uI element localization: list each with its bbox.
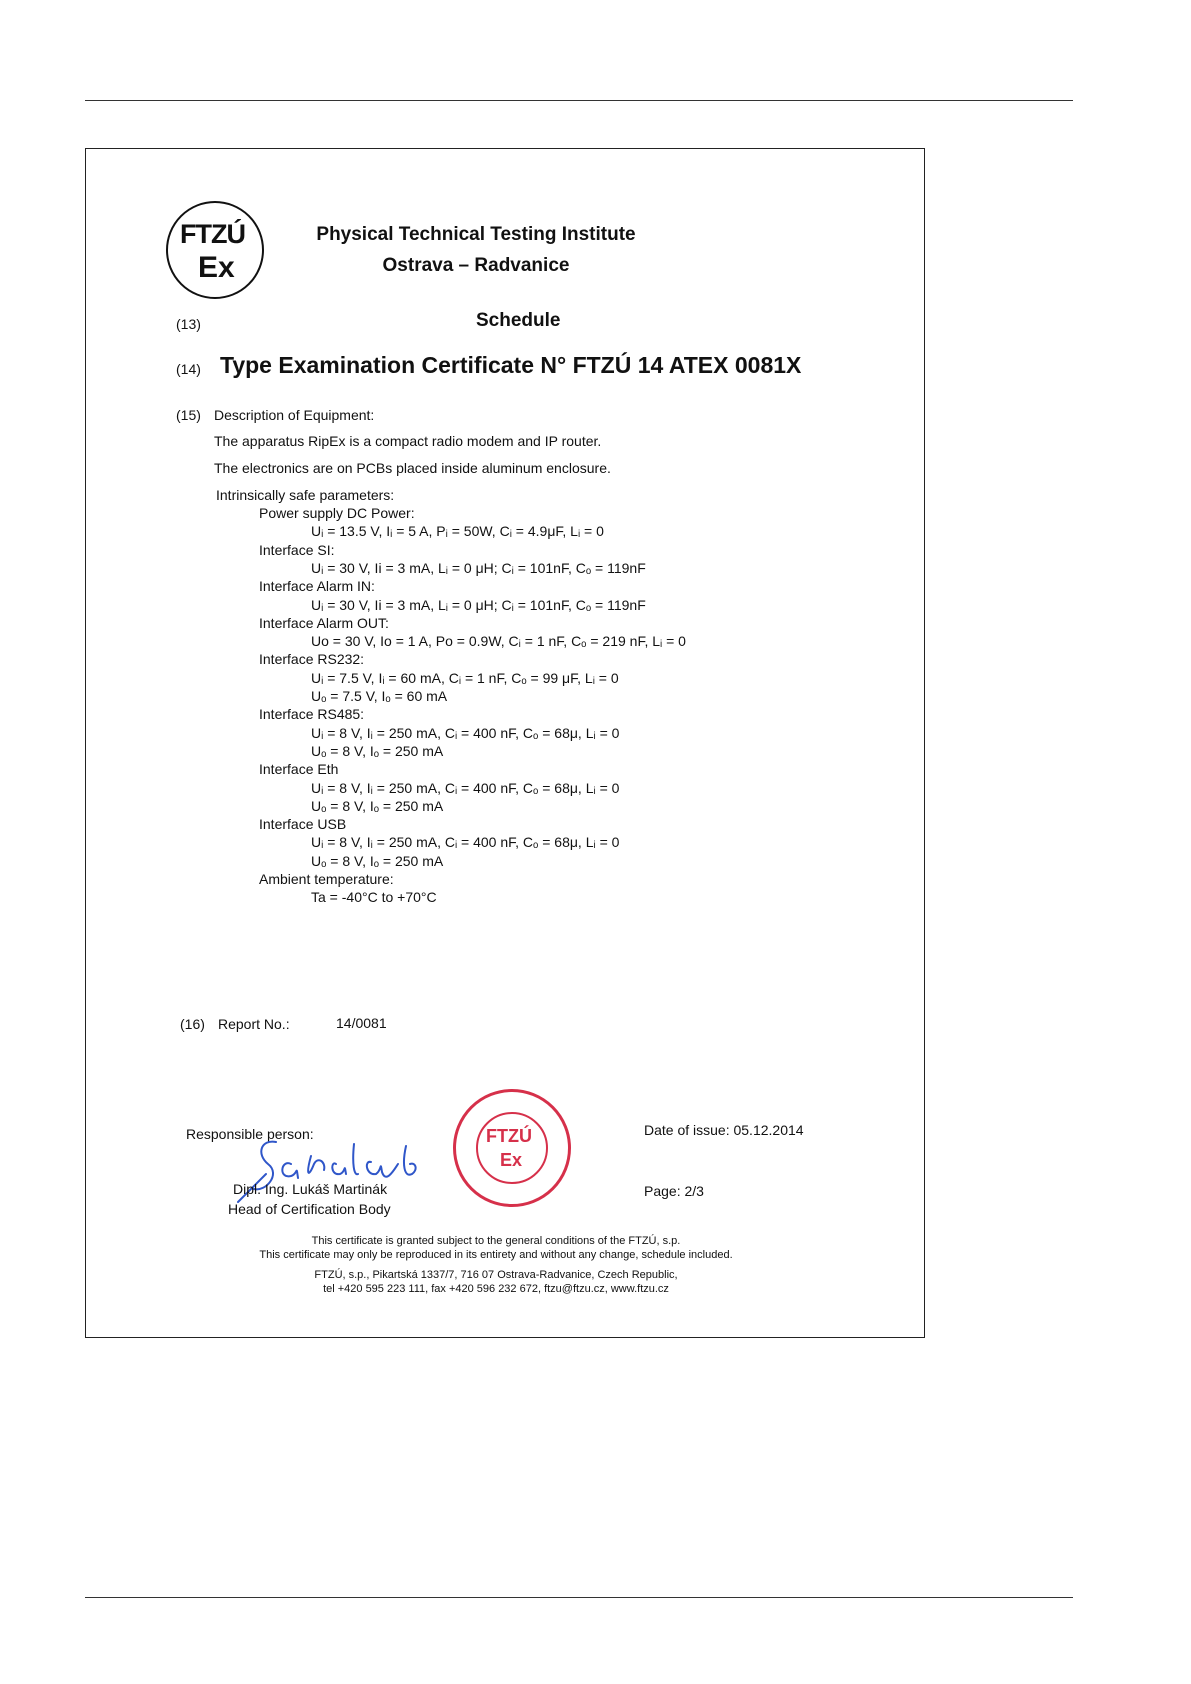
param-section-heading: Interface Alarm OUT:: [259, 614, 389, 631]
param-section-heading: Interface Alarm IN:: [259, 578, 375, 595]
official-stamp: [453, 1089, 571, 1207]
param-value-line: Uo = 30 V, Io = 1 A, Po = 0.9W, Cᵢ = 1 nF, Cₒ = 219 nF, Lᵢ = 0: [311, 633, 686, 650]
footer-address: FTZÚ, s.p., Pikartská 1337/7, 716 07 Ostrava-Radvanice, Czech Republic,: [314, 1269, 678, 1281]
param-section-heading: Interface Eth: [259, 761, 339, 778]
date-of-issue: Date of issue: 05.12.2014: [644, 1122, 804, 1138]
institute-location: Ostrava – Radvanice: [382, 255, 570, 276]
certificate-title: Type Examination Certificate N° FTZÚ 14 ATEX 0081X: [220, 352, 802, 378]
section-number-15: (15): [176, 407, 201, 423]
section-number-16: (16): [180, 1016, 205, 1032]
report-label: Report No.:: [218, 1016, 290, 1032]
param-section-heading: Interface SI:: [259, 541, 335, 558]
ftzu-ex-logo: [166, 201, 264, 299]
stamp-inner-ring: [476, 1112, 548, 1184]
param-value-line: Uᵢ = 13.5 V, Iᵢ = 5 A, Pᵢ = 50W, Cᵢ = 4.9μF, Lᵢ = 0: [311, 523, 604, 540]
footer-reproduction: This certificate may only be reproduced in its entirety and without any change, schedule included.: [259, 1249, 733, 1261]
signatory-role: Head of Certification Body: [228, 1201, 391, 1217]
report-number: 14/0081: [336, 1015, 387, 1031]
param-section-heading: Interface RS232:: [259, 651, 365, 668]
description-label: Description of Equipment:: [214, 407, 375, 423]
responsible-person-label: Responsible person:: [186, 1126, 314, 1142]
param-value-line: Uᵢ = 7.5 V, Iᵢ = 60 mA, Cᵢ = 1 nF, Cₒ = 99 μF, Lᵢ = 0: [311, 669, 619, 686]
param-section-heading: Interface USB: [259, 816, 347, 833]
header-rule: [85, 100, 1073, 101]
param-value-line: Uₒ = 7.5 V, Iₒ = 60 mA: [311, 688, 448, 704]
param-value-line: Uᵢ = 8 V, Iᵢ = 250 mA, Cᵢ = 400 nF, Cₒ = 68μ, Lᵢ = 0: [311, 834, 620, 851]
param-value-line: Uₒ = 8 V, Iₒ = 250 mA: [311, 852, 444, 869]
certificate-page: [85, 148, 925, 1338]
description-paragraph-2: The electronics are on PCBs placed inside aluminum enclosure.: [214, 460, 611, 476]
page-number: Page: 2/3: [644, 1183, 704, 1199]
section-number-13: (13): [176, 316, 201, 332]
footer-contact: tel +420 595 223 111, fax +420 596 232 672, ftzu@ftzu.cz, www.ftzu.cz: [323, 1283, 669, 1295]
param-value-line: Uᵢ = 8 V, Iᵢ = 250 mA, Cᵢ = 400 nF, Cₒ = 68μ, Lᵢ = 0: [311, 779, 620, 796]
param-section-heading: Ambient temperature:: [259, 871, 394, 887]
footer-rule: [85, 1597, 1073, 1598]
param-value-line: Uᵢ = 30 V, Ii = 3 mA, Lᵢ = 0 μH; Cᵢ = 101nF, Cₒ = 119nF: [311, 559, 646, 576]
stamp-text-ex: Ex: [500, 1150, 523, 1170]
param-section-heading: Interface RS485:: [259, 706, 365, 723]
param-value-line: Uᵢ = 8 V, Iᵢ = 250 mA, Cᵢ = 400 nF, Cₒ = 68μ, Lᵢ = 0: [311, 724, 620, 741]
params-title: Intrinsically safe parameters:: [216, 487, 395, 503]
param-value-line: Uᵢ = 30 V, Ii = 3 mA, Lᵢ = 0 μH; Cᵢ = 101nF, Cₒ = 119nF: [311, 596, 646, 613]
signatory-name: Dipl. Ing. Lukáš Martinák: [233, 1181, 388, 1197]
stamp-text-ftzu: FTZÚ: [486, 1126, 532, 1146]
description-paragraph-1: The apparatus RipEx is a compact radio modem and IP router.: [214, 433, 602, 449]
footer-conditions: This certificate is granted subject to the general conditions of the FTZÚ, s.p.: [311, 1235, 681, 1247]
param-value-line: Ta = -40°C to +70°C: [311, 889, 437, 906]
param-value-line: Uₒ = 8 V, Iₒ = 250 mA: [311, 797, 444, 814]
param-value-line: Uₒ = 8 V, Iₒ = 250 mA: [311, 742, 444, 759]
section-number-14: (14): [176, 361, 201, 377]
schedule-heading: Schedule: [476, 310, 561, 331]
logo-text-ftzu: FTZÚ: [180, 219, 245, 249]
institute-name: Physical Technical Testing Institute: [316, 224, 636, 245]
param-section-heading: Power supply DC Power:: [259, 505, 415, 521]
logo-text-ex: Ex: [198, 251, 235, 284]
